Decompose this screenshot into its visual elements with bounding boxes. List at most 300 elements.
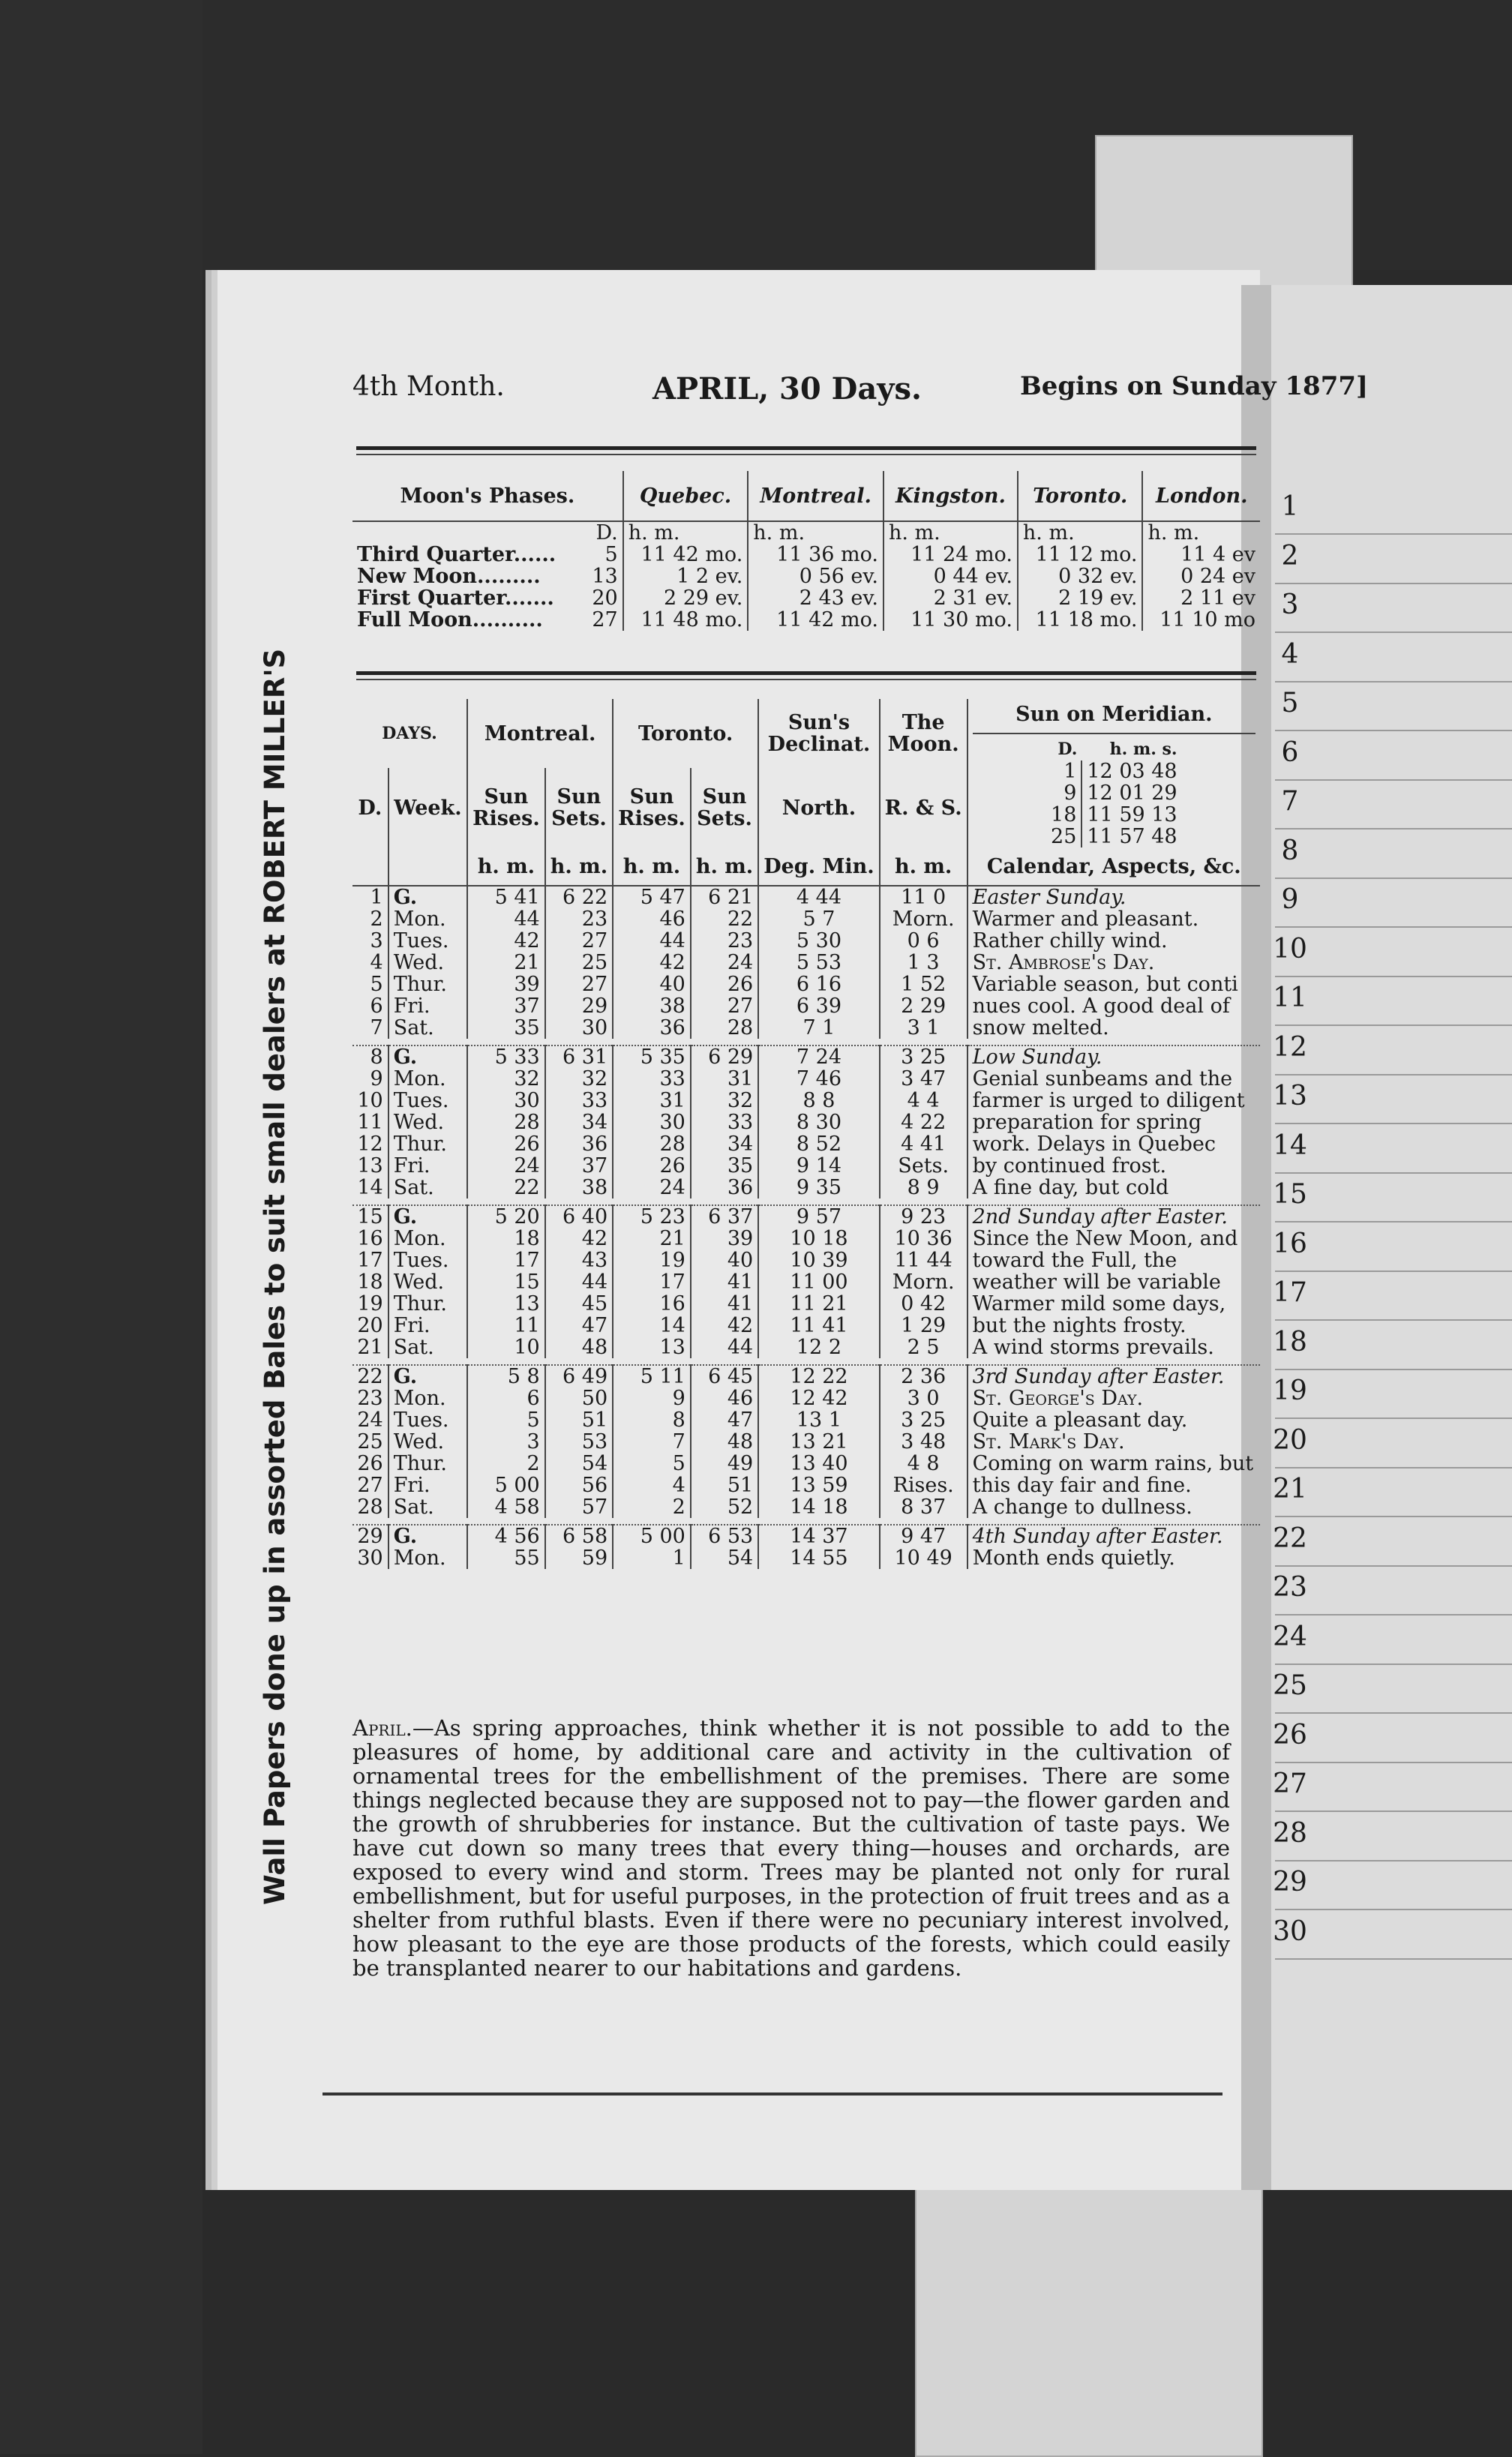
ruled-line bbox=[1275, 1860, 1512, 1862]
day-cell: 9 bbox=[613, 1388, 691, 1409]
day-cell: 9 14 bbox=[758, 1155, 879, 1177]
right-day-number: 22 bbox=[1273, 1522, 1307, 1554]
hm-unit: h. m. bbox=[545, 848, 613, 886]
day-cell: 2 36 bbox=[880, 1365, 968, 1388]
day-cell: 10 bbox=[467, 1336, 545, 1358]
day-cell: Thur. bbox=[388, 1453, 467, 1474]
day-cell: 9 bbox=[370, 1067, 383, 1090]
ruled-line bbox=[1275, 1221, 1512, 1222]
day-cell: Tues. bbox=[388, 1409, 467, 1431]
day-cell: 14 55 bbox=[758, 1547, 879, 1569]
day-cell: 0 6 bbox=[880, 930, 968, 952]
toronto-col-header: Toronto. bbox=[613, 699, 758, 768]
day-cell: 3 bbox=[467, 1431, 545, 1453]
day-cell: 5 8 bbox=[467, 1365, 545, 1388]
calendar-cell: toward the Full, the bbox=[968, 1250, 1260, 1271]
right-day-number: 30 bbox=[1273, 1916, 1307, 1947]
day-cell: Tues. bbox=[388, 1090, 467, 1112]
day-cell: 18 bbox=[357, 1270, 383, 1294]
ruled-line bbox=[1275, 1024, 1512, 1026]
meridian-cell: 9 bbox=[1064, 782, 1077, 805]
day-cell: 8 bbox=[613, 1409, 691, 1431]
day-cell: 30 bbox=[467, 1090, 545, 1112]
ruled-line bbox=[1275, 681, 1512, 682]
day-cell: 19 bbox=[613, 1250, 691, 1271]
day-cell: 24 bbox=[467, 1155, 545, 1177]
right-day-number: 19 bbox=[1273, 1376, 1307, 1406]
day-cell: 14 bbox=[613, 1315, 691, 1336]
day-cell: 50 bbox=[545, 1388, 613, 1409]
unit-cell: h. m. bbox=[748, 521, 884, 544]
right-day-number: 16 bbox=[1273, 1228, 1307, 1259]
phase-london: 11 4 ev bbox=[1142, 544, 1260, 566]
ruled-line bbox=[1275, 1270, 1512, 1272]
ruled-line bbox=[1275, 632, 1512, 633]
calendar-cell: A fine day, but cold bbox=[968, 1177, 1260, 1198]
unit-cell: h. m. bbox=[1018, 521, 1143, 544]
calendar-cell: but the nights frosty. bbox=[968, 1315, 1260, 1336]
day-cell: 26 bbox=[691, 974, 758, 995]
day-cell: Sat. bbox=[388, 1336, 467, 1358]
unit-blank bbox=[388, 848, 467, 886]
day-cell: 51 bbox=[691, 1474, 758, 1496]
day-cell: 46 bbox=[613, 908, 691, 930]
day-cell: 11 41 bbox=[758, 1315, 879, 1336]
day-cell: 1 3 bbox=[880, 952, 968, 974]
day-cell: 7 1 bbox=[758, 1017, 879, 1039]
moon-header: The Moon. bbox=[880, 699, 968, 768]
day-row bbox=[352, 1068, 1260, 1090]
day-cell: 34 bbox=[545, 1112, 613, 1133]
day-cell: 8 9 bbox=[880, 1177, 968, 1198]
day-cell: 5 35 bbox=[613, 1046, 691, 1068]
day-cell: 22 bbox=[352, 1365, 388, 1388]
day-cell: 37 bbox=[467, 995, 545, 1017]
london-header: London. bbox=[1142, 471, 1260, 521]
day-cell: 36 bbox=[691, 1177, 758, 1198]
day-cell: Tues. bbox=[388, 930, 467, 952]
day-cell: 4 56 bbox=[467, 1525, 545, 1547]
day-cell: 14 18 bbox=[758, 1496, 879, 1518]
day-cell: 17 bbox=[467, 1250, 545, 1271]
day-cell: 28 bbox=[613, 1133, 691, 1155]
day-cell: 47 bbox=[545, 1315, 613, 1336]
toronto-header: Toronto. bbox=[1018, 471, 1143, 521]
day-cell: 29 bbox=[545, 995, 613, 1017]
ruled-line bbox=[1275, 1319, 1512, 1321]
month-label: 4th Month. bbox=[352, 371, 505, 402]
phase-d: 13 bbox=[592, 565, 618, 588]
day-cell: 6 22 bbox=[545, 886, 613, 908]
day-cell: 8 52 bbox=[758, 1133, 879, 1155]
day-row bbox=[352, 1315, 1260, 1336]
north-header: North. bbox=[758, 768, 879, 848]
day-cell: 6 40 bbox=[545, 1205, 613, 1228]
day-cell: 22 bbox=[691, 908, 758, 930]
day-cell: 6 29 bbox=[691, 1046, 758, 1068]
day-cell: 29 bbox=[352, 1525, 388, 1547]
day-cell: 41 bbox=[691, 1293, 758, 1315]
phase-montreal: 2 43 ev. bbox=[748, 587, 884, 609]
phase-toronto: 11 18 mo. bbox=[1018, 609, 1143, 631]
day-cell: 32 bbox=[467, 1068, 545, 1090]
day-cell: 28 bbox=[691, 1017, 758, 1039]
day-cell: 5 30 bbox=[758, 930, 879, 952]
phase-kingston: 11 24 mo. bbox=[884, 544, 1018, 566]
day-cell: 11 bbox=[467, 1315, 545, 1336]
right-day-number: 4 bbox=[1281, 638, 1299, 670]
day-cell: 48 bbox=[691, 1431, 758, 1453]
day-cell: 44 bbox=[545, 1271, 613, 1293]
day-cell: 10 39 bbox=[758, 1250, 879, 1271]
phase-name: Third Quarter...... bbox=[357, 543, 556, 566]
day-cell: 40 bbox=[613, 974, 691, 995]
day-cell: 2 bbox=[370, 908, 383, 931]
day-cell: Sat. bbox=[388, 1017, 467, 1039]
day-cell: 7 46 bbox=[758, 1068, 879, 1090]
meridian-block bbox=[968, 699, 1260, 848]
top-rule-thin bbox=[356, 454, 1256, 455]
phase-toronto: 0 32 ev. bbox=[1018, 566, 1143, 587]
day-row bbox=[352, 1525, 1260, 1547]
week-spacer bbox=[352, 1518, 1260, 1525]
day-cell: 6 49 bbox=[545, 1365, 613, 1388]
day-cell: 3 0 bbox=[880, 1388, 968, 1409]
day-cell: 30 bbox=[357, 1546, 383, 1570]
day-cell: 33 bbox=[691, 1112, 758, 1133]
day-cell: 38 bbox=[613, 995, 691, 1017]
day-cell: 4 41 bbox=[880, 1133, 968, 1155]
day-cell: 6 bbox=[467, 1388, 545, 1409]
day-cell: 1 bbox=[613, 1547, 691, 1569]
day-row bbox=[352, 886, 1260, 908]
montreal-header: Montreal. bbox=[748, 471, 884, 521]
day-cell: 5 00 bbox=[467, 1474, 545, 1496]
unit-cell: h. m. bbox=[884, 521, 1018, 544]
day-cell: 11 bbox=[357, 1111, 383, 1134]
ruled-line bbox=[1275, 1810, 1512, 1812]
day-row bbox=[352, 1228, 1260, 1250]
calendar-cell: St. George's Day. bbox=[968, 1388, 1260, 1409]
day-cell: 8 30 bbox=[758, 1112, 879, 1133]
calendar-cell: Since the New Moon, and bbox=[968, 1228, 1260, 1250]
day-cell: 5 11 bbox=[613, 1365, 691, 1388]
day-row bbox=[352, 1155, 1260, 1177]
day-row bbox=[352, 908, 1260, 930]
day-row bbox=[352, 1205, 1260, 1228]
day-cell: 38 bbox=[545, 1177, 613, 1198]
day-cell: 23 bbox=[545, 908, 613, 930]
day-cell: Thur. bbox=[388, 974, 467, 995]
day-cell: 32 bbox=[545, 1068, 613, 1090]
day-cell: 8 bbox=[352, 1046, 388, 1068]
meridian-cell: 12 01 29 bbox=[1082, 782, 1181, 804]
day-cell: 7 24 bbox=[758, 1046, 879, 1068]
day-row bbox=[352, 1547, 1260, 1569]
day-row bbox=[352, 1090, 1260, 1112]
meridian-row bbox=[1046, 826, 1182, 848]
ruled-line bbox=[1275, 1467, 1512, 1468]
day-row bbox=[352, 952, 1260, 974]
unit-cell: h. m. bbox=[1142, 521, 1260, 544]
day-cell: 30 bbox=[613, 1112, 691, 1133]
day-cell: Mon. bbox=[388, 1228, 467, 1250]
day-cell: 5 bbox=[613, 1453, 691, 1474]
day-cell: 1 bbox=[352, 886, 388, 908]
right-day-number: 24 bbox=[1273, 1621, 1307, 1652]
begins-label: Begins on Sunday 1877] bbox=[1020, 371, 1369, 401]
day-row bbox=[352, 1336, 1260, 1358]
ruled-line bbox=[1275, 1614, 1512, 1616]
meridian-row bbox=[1046, 804, 1182, 826]
day-cell: 6 58 bbox=[545, 1525, 613, 1547]
quebec-header: Quebec. bbox=[623, 471, 748, 521]
phase-row bbox=[352, 566, 1260, 587]
day-row bbox=[352, 1112, 1260, 1133]
day-cell: 5 20 bbox=[467, 1205, 545, 1228]
day-cell: 42 bbox=[613, 952, 691, 974]
right-day-number: 1 bbox=[1281, 491, 1299, 522]
calendar-cell: Rather chilly wind. bbox=[968, 930, 1260, 952]
right-day-number: 8 bbox=[1281, 835, 1299, 866]
day-cell: 9 57 bbox=[758, 1205, 879, 1228]
day-cell: Tues. bbox=[388, 1250, 467, 1271]
ruled-line bbox=[1275, 828, 1512, 830]
phase-d: 27 bbox=[592, 608, 618, 632]
day-cell: 10 49 bbox=[880, 1547, 968, 1569]
day-cell: 25 bbox=[545, 952, 613, 974]
days-header: DAYS. bbox=[382, 723, 437, 743]
ruled-line bbox=[1275, 1123, 1512, 1124]
day-cell: 23 bbox=[691, 930, 758, 952]
day-cell: 44 bbox=[691, 1336, 758, 1358]
declination-header: Sun's Declinat. bbox=[758, 699, 879, 768]
daily-table bbox=[352, 699, 1260, 1575]
phase-london: 2 11 ev bbox=[1142, 587, 1260, 609]
phase-london: 11 10 mo bbox=[1142, 609, 1260, 631]
ruled-line bbox=[1275, 1172, 1512, 1174]
calendar-cell: Warmer and pleasant. bbox=[968, 908, 1260, 930]
day-cell: 40 bbox=[691, 1250, 758, 1271]
calendar-cell: A change to dullness. bbox=[968, 1496, 1260, 1518]
calendar-cell: Quite a pleasant day. bbox=[968, 1409, 1260, 1431]
phase-d: 20 bbox=[592, 586, 618, 610]
day-cell: 3 25 bbox=[880, 1409, 968, 1431]
phase-quebec: 1 2 ev. bbox=[623, 566, 748, 587]
phase-montreal: 0 56 ev. bbox=[748, 566, 884, 587]
right-day-number: 13 bbox=[1273, 1081, 1307, 1112]
day-cell: 43 bbox=[545, 1250, 613, 1271]
day-cell: 6 53 bbox=[691, 1525, 758, 1547]
day-cell: 20 bbox=[357, 1314, 383, 1337]
phase-kingston: 11 30 mo. bbox=[884, 609, 1018, 631]
hm-unit: h. m. bbox=[691, 848, 758, 886]
montreal-rises-header: Sun Rises. bbox=[467, 768, 545, 848]
day-cell: 13 1 bbox=[758, 1409, 879, 1431]
day-cell: Mon. bbox=[388, 1547, 467, 1569]
day-cell: 28 bbox=[357, 1496, 383, 1519]
day-cell: 3 48 bbox=[880, 1431, 968, 1453]
meridian-cell: 25 bbox=[1051, 825, 1077, 848]
right-day-number: 28 bbox=[1273, 1817, 1307, 1849]
side-advertisement: Wall Papers done up in assorted Bales to suit small dealers at ROBERT MILLER'S bbox=[259, 648, 291, 1905]
calendar-cell: 3rd Sunday after Easter. bbox=[968, 1365, 1260, 1388]
day-cell: Morn. bbox=[880, 1271, 968, 1293]
calendar-cell: preparation for spring bbox=[968, 1112, 1260, 1133]
d-header: D. bbox=[358, 796, 382, 820]
day-cell: 39 bbox=[691, 1228, 758, 1250]
week-spacer bbox=[352, 1358, 1260, 1365]
day-cell: 17 bbox=[613, 1271, 691, 1293]
day-cell: Fri. bbox=[388, 1474, 467, 1496]
day-row bbox=[352, 1271, 1260, 1293]
day-cell: 36 bbox=[613, 1017, 691, 1039]
right-day-number: 26 bbox=[1273, 1719, 1307, 1750]
ruled-line bbox=[1275, 583, 1512, 584]
day-cell: 59 bbox=[545, 1547, 613, 1569]
day-cell: 54 bbox=[691, 1547, 758, 1569]
day-row bbox=[352, 1474, 1260, 1496]
calendar-cell: Coming on warm rains, but bbox=[968, 1453, 1260, 1474]
calendar-cell: 2nd Sunday after Easter. bbox=[968, 1205, 1260, 1228]
day-cell: 16 bbox=[613, 1293, 691, 1315]
day-cell: 5 00 bbox=[613, 1525, 691, 1547]
day-cell: 56 bbox=[545, 1474, 613, 1496]
ruled-line bbox=[1275, 1958, 1512, 1960]
ruled-line bbox=[1275, 976, 1512, 977]
day-row bbox=[352, 1133, 1260, 1155]
meridian-cell: 11 59 13 bbox=[1082, 804, 1181, 826]
day-cell: Wed. bbox=[388, 952, 467, 974]
day-cell: 18 bbox=[467, 1228, 545, 1250]
day-cell: 5 47 bbox=[613, 886, 691, 908]
day-cell: 49 bbox=[691, 1453, 758, 1474]
day-cell: 10 18 bbox=[758, 1228, 879, 1250]
ruled-line bbox=[1275, 1762, 1512, 1763]
meridian-row bbox=[1046, 760, 1182, 782]
day-cell: 11 0 bbox=[880, 886, 968, 908]
calendar-cell: this day fair and fine. bbox=[968, 1474, 1260, 1496]
toronto-sets-header: Sun Sets. bbox=[691, 768, 758, 848]
day-cell: 10 bbox=[357, 1089, 383, 1112]
right-day-number: 7 bbox=[1281, 786, 1299, 817]
day-cell: 48 bbox=[545, 1336, 613, 1358]
day-cell: 6 39 bbox=[758, 995, 879, 1017]
hm-unit: h. m. bbox=[613, 848, 691, 886]
right-day-number: 11 bbox=[1273, 982, 1307, 1013]
day-cell: 3 bbox=[370, 929, 383, 952]
day-cell: 13 bbox=[467, 1293, 545, 1315]
day-cell: 34 bbox=[691, 1133, 758, 1155]
day-cell: 30 bbox=[545, 1017, 613, 1039]
unit-blank bbox=[352, 848, 388, 886]
day-cell: 24 bbox=[357, 1408, 383, 1432]
calendar-cell: St. Mark's Day. bbox=[968, 1431, 1260, 1453]
day-cell: 9 47 bbox=[880, 1525, 968, 1547]
day-row bbox=[352, 1250, 1260, 1271]
day-row bbox=[352, 1388, 1260, 1409]
day-cell: 5 41 bbox=[467, 886, 545, 908]
phase-row bbox=[352, 544, 1260, 566]
day-cell: 42 bbox=[467, 930, 545, 952]
phase-kingston: 2 31 ev. bbox=[884, 587, 1018, 609]
day-cell: 28 bbox=[467, 1112, 545, 1133]
day-cell: Mon. bbox=[388, 908, 467, 930]
day-cell: 5 53 bbox=[758, 952, 879, 974]
phase-montreal: 11 42 mo. bbox=[748, 609, 884, 631]
phase-quebec: 11 42 mo. bbox=[623, 544, 748, 566]
phase-name: New Moon......... bbox=[357, 565, 541, 588]
day-cell: 31 bbox=[691, 1068, 758, 1090]
day-cell: 5 23 bbox=[613, 1205, 691, 1228]
right-day-number: 2 bbox=[1281, 540, 1299, 572]
ruled-line bbox=[1275, 1369, 1512, 1370]
day-row bbox=[352, 1365, 1260, 1388]
ruled-line bbox=[1275, 1565, 1512, 1567]
calendar-cell: by continued frost. bbox=[968, 1155, 1260, 1177]
right-day-number: 17 bbox=[1273, 1277, 1307, 1308]
day-cell: Morn. bbox=[880, 908, 968, 930]
meridian-header: Sun on Meridian. bbox=[973, 699, 1256, 734]
day-cell: 12 42 bbox=[758, 1388, 879, 1409]
meridian-head: h. m. s. bbox=[1109, 740, 1178, 759]
day-cell: 1 29 bbox=[880, 1315, 968, 1336]
day-cell: 54 bbox=[545, 1453, 613, 1474]
day-cell: 44 bbox=[613, 930, 691, 952]
year-label: 1877] bbox=[1285, 371, 1369, 401]
calendar-cell: A wind storms prevails. bbox=[968, 1336, 1260, 1358]
day-cell: 51 bbox=[545, 1409, 613, 1431]
day-cell: 6 16 bbox=[758, 974, 879, 995]
day-cell: Sets. bbox=[880, 1155, 968, 1177]
day-row bbox=[352, 1431, 1260, 1453]
calendar-cell: farmer is urged to diligent bbox=[968, 1090, 1260, 1112]
toronto-rises-header: Sun Rises. bbox=[613, 768, 691, 848]
right-day-number: 20 bbox=[1273, 1424, 1307, 1456]
day-cell: 4 bbox=[370, 951, 383, 974]
day-cell: 5 7 bbox=[758, 908, 879, 930]
day-cell: Wed. bbox=[388, 1431, 467, 1453]
phase-quebec: 11 48 mo. bbox=[623, 609, 748, 631]
ruled-line bbox=[1275, 1074, 1512, 1076]
day-cell: 41 bbox=[691, 1271, 758, 1293]
day-cell: 35 bbox=[467, 1017, 545, 1039]
week-spacer bbox=[352, 1198, 1260, 1205]
day-cell: 2 29 bbox=[880, 995, 968, 1017]
day-row bbox=[352, 1046, 1260, 1068]
day-cell: 12 2 bbox=[758, 1336, 879, 1358]
day-cell: 3 1 bbox=[880, 1017, 968, 1039]
day-cell: 7 bbox=[613, 1431, 691, 1453]
day-cell: 4 bbox=[613, 1474, 691, 1496]
day-cell: 27 bbox=[357, 1474, 383, 1497]
day-cell: 26 bbox=[613, 1155, 691, 1177]
top-rule bbox=[356, 446, 1256, 450]
phase-d: 5 bbox=[604, 543, 618, 566]
day-cell: 12 bbox=[357, 1132, 383, 1156]
day-cell: 46 bbox=[691, 1388, 758, 1409]
unit-cell: h. m. bbox=[623, 521, 748, 544]
meridian-row bbox=[1046, 782, 1182, 804]
day-cell: 42 bbox=[691, 1315, 758, 1336]
calendar-cell: 4th Sunday after Easter. bbox=[968, 1525, 1260, 1547]
right-day-number: 29 bbox=[1273, 1867, 1307, 1898]
degmin-unit: Deg. Min. bbox=[758, 848, 879, 886]
calendar-cell: Easter Sunday. bbox=[968, 886, 1260, 908]
day-cell: G. bbox=[388, 1046, 467, 1068]
day-cell: 15 bbox=[352, 1205, 388, 1228]
day-row bbox=[352, 974, 1260, 995]
